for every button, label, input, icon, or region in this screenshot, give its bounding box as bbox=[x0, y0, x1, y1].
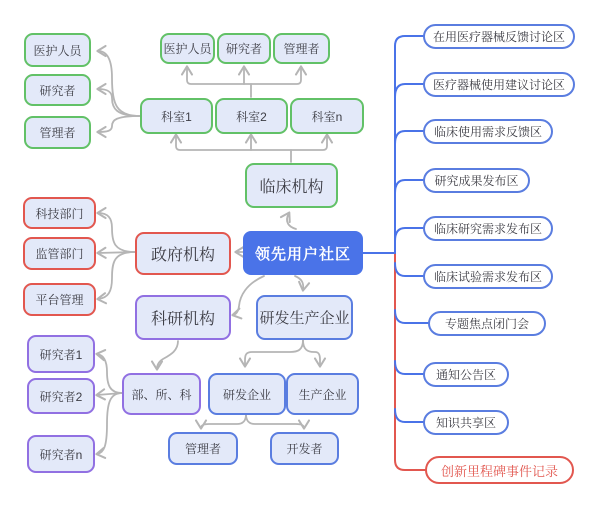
node-manager-top[interactable]: 管理者 bbox=[273, 33, 330, 64]
node-medical-staff-left[interactable]: 医护人员 bbox=[24, 33, 91, 67]
node-lead-user-community[interactable]: 领先用户社区 bbox=[243, 231, 363, 275]
node-researchern[interactable]: 研究者n bbox=[27, 435, 95, 473]
node-sections[interactable]: 部、所、科 bbox=[122, 373, 201, 415]
node-dept2[interactable]: 科室2 bbox=[215, 98, 288, 134]
node-developer[interactable]: 开发者 bbox=[270, 432, 339, 465]
node-medical-staff-top[interactable]: 医护人员 bbox=[160, 33, 215, 64]
node-regulatory-dept[interactable]: 监管部门 bbox=[23, 237, 96, 270]
zone-knowledge-sharing[interactable]: 知识共享区 bbox=[423, 410, 509, 435]
node-deptn[interactable]: 科室n bbox=[290, 98, 364, 134]
milestone-branch-line bbox=[395, 253, 427, 470]
node-researcher1[interactable]: 研究者1 bbox=[27, 335, 95, 373]
node-prod-company[interactable]: 生产企业 bbox=[286, 373, 359, 415]
node-rd-production-enterprise[interactable]: 研发生产企业 bbox=[256, 295, 353, 340]
zone-announcements[interactable]: 通知公告区 bbox=[423, 362, 509, 387]
node-research-org[interactable]: 科研机构 bbox=[135, 295, 231, 340]
node-researcher2[interactable]: 研究者2 bbox=[27, 378, 95, 414]
zone-innovation-milestones[interactable]: 创新里程碑事件记录 bbox=[425, 456, 574, 484]
zone-focus-meeting[interactable]: 专题焦点闭门会 bbox=[428, 311, 546, 336]
node-platform-admin[interactable]: 平台管理 bbox=[23, 283, 96, 316]
zone-clinical-trial-needs[interactable]: 临床试验需求发布区 bbox=[423, 264, 553, 289]
node-manager-enterprise[interactable]: 管理者 bbox=[168, 432, 238, 465]
zone-device-feedback[interactable]: 在用医疗器械反馈讨论区 bbox=[423, 24, 575, 49]
node-researcher-left[interactable]: 研究者 bbox=[24, 74, 91, 106]
node-clinical-org[interactable]: 临床机构 bbox=[245, 163, 338, 208]
node-rd-company[interactable]: 研发企业 bbox=[208, 373, 286, 415]
node-gov-org[interactable]: 政府机构 bbox=[135, 232, 231, 275]
node-researcher-top[interactable]: 研究者 bbox=[217, 33, 271, 64]
zone-clinical-needs-feedback[interactable]: 临床使用需求反馈区 bbox=[423, 119, 553, 144]
node-dept1[interactable]: 科室1 bbox=[140, 98, 213, 134]
zone-research-results[interactable]: 研究成果发布区 bbox=[423, 168, 530, 193]
node-manager-left[interactable]: 管理者 bbox=[24, 116, 91, 149]
zone-branch-lines bbox=[363, 36, 429, 422]
zone-usage-suggestions[interactable]: 医疗器械使用建议讨论区 bbox=[423, 72, 575, 97]
node-sci-tech-dept[interactable]: 科技部门 bbox=[23, 197, 96, 229]
zone-clinical-research-needs[interactable]: 临床研究需求发布区 bbox=[423, 216, 553, 241]
